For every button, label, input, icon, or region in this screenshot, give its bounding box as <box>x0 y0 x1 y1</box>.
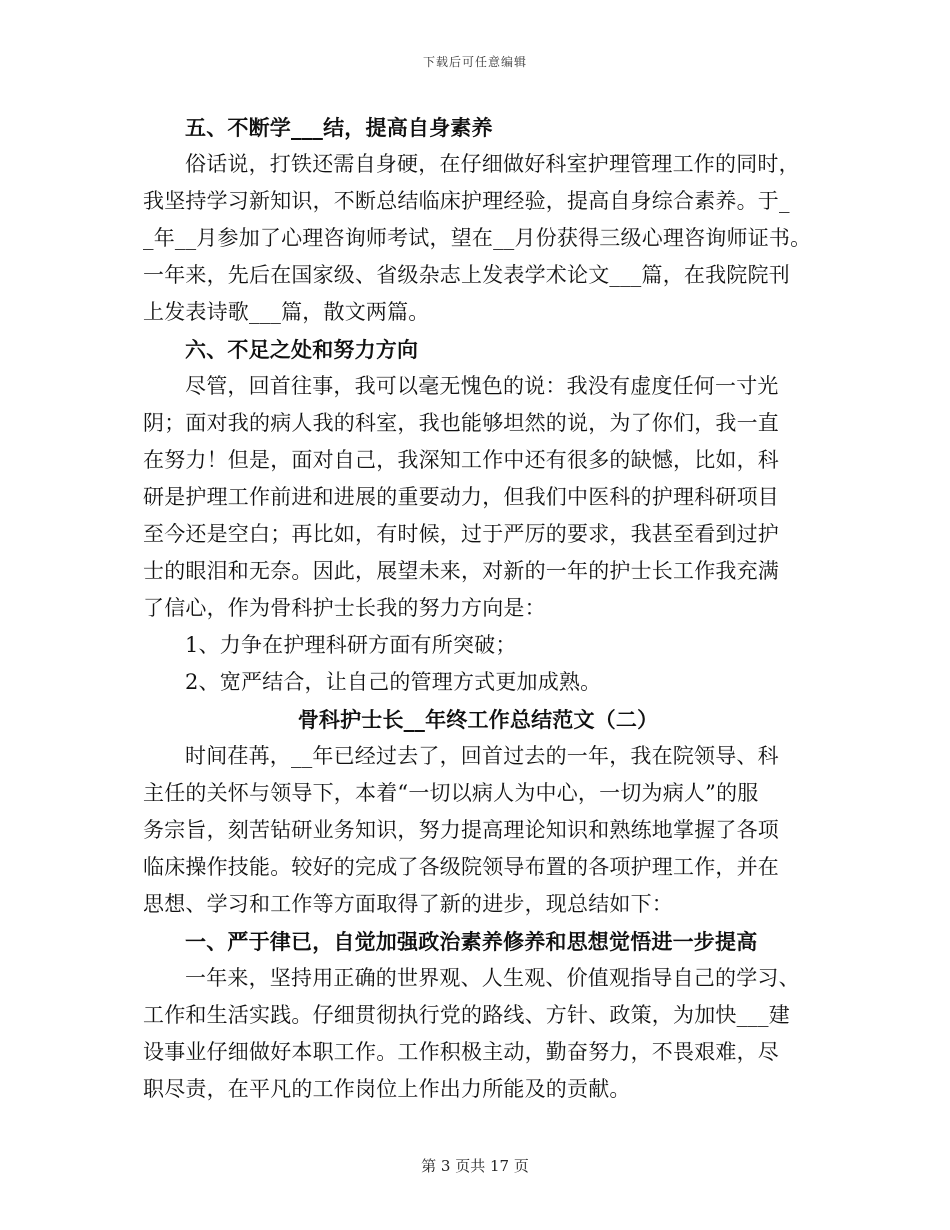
page-footer: 第 3 页共 17 页 <box>421 1157 529 1175</box>
paragraph-line: 时间荏苒，__年已经过去了，回首过去的一年，我在院领导、科 <box>185 744 779 768</box>
paragraph-line: 设事业仔细做好本职工作。工作积极主动，勤奋努力，不畏艰难，尽 <box>143 1040 779 1064</box>
paragraph-line: 我坚持学习新知识，不断总结临床护理经验，提高自身综合素养。于_ <box>143 189 790 213</box>
paragraph-line: 士的眼泪和无奈。因此，展望未来，对新的一年的护士长工作我充满 <box>143 559 779 583</box>
paragraph-line: 2、宽严结合，让自己的管理方式更加成熟。 <box>185 670 602 694</box>
paragraph-line: 至今还是空白；再比如，有时候，过于严厉的要求，我甚至看到过护 <box>143 522 779 546</box>
paragraph-line: 在努力！但是，面对自己，我深知工作中还有很多的缺憾，比如，科 <box>143 448 779 472</box>
paragraph-line: 阴；面对我的病人我的科室，我也能够坦然的说，为了你们，我一直 <box>143 411 779 435</box>
paragraph-line: _年__月参加了心理咨询师考试，望在__月份获得三级心理咨询师证书。 <box>143 226 812 250</box>
paragraph-line: 尽管，回首往事，我可以毫无愧色的说：我没有虚度任何一寸光 <box>185 374 779 398</box>
section-heading: 五、不断学___结，提高自身素养 <box>185 115 493 140</box>
paragraph-line: 研是护理工作前进和进展的重要动力，但我们中医科的护理科研项目 <box>143 485 779 509</box>
paragraph-line: 了信心，作为骨科护士长我的努力方向是： <box>143 596 546 620</box>
paragraph-line: 上发表诗歌___篇，散文两篇。 <box>143 300 430 324</box>
paragraph-line: 临床操作技能。较好的完成了各级院领导布置的各项护理工作，并在 <box>143 855 779 879</box>
section-heading: 一、严于律已，自觉加强政治素养修养和思想觉悟进一步提高 <box>185 929 758 954</box>
paragraph-line: 1、力争在护理科研方面有所突破； <box>185 633 517 657</box>
document-body <box>143 109 813 1108</box>
paragraph-line: 务宗旨，刻苦钻研业务知识，努力提高理论知识和熟练地掌握了各项 <box>143 818 779 842</box>
paragraph-line: 工作和生活实践。仔细贯彻执行党的路线、方针、政策，为加快___建 <box>143 1003 790 1027</box>
page-header: 下载后可任意编辑 <box>422 55 527 69</box>
paragraph-line: 俗话说，打铁还需自身硬，在仔细做好科室护理管理工作的同时， <box>185 152 800 176</box>
paragraph-line: 主任的关怀与领导下，本着“一切以病人为中心，一切为病人”的服 <box>143 781 759 805</box>
paragraph-line: 职尽责，在平凡的工作岗位上作出力所能及的贡献。 <box>143 1077 631 1101</box>
paragraph-line: 一年来，先后在国家级、省级杂志上发表学术论文___篇，在我院院刊 <box>143 263 790 287</box>
section-heading: 六、不足之处和努力方向 <box>185 337 419 362</box>
section-title: 骨科护士长__年终工作总结范文（二） <box>297 707 659 732</box>
paragraph-line: 一年来，坚持用正确的世界观、人生观、价值观指导自己的学习、 <box>185 966 800 990</box>
paragraph-line: 思想、学习和工作等方面取得了新的进步，现总结如下： <box>143 892 673 916</box>
